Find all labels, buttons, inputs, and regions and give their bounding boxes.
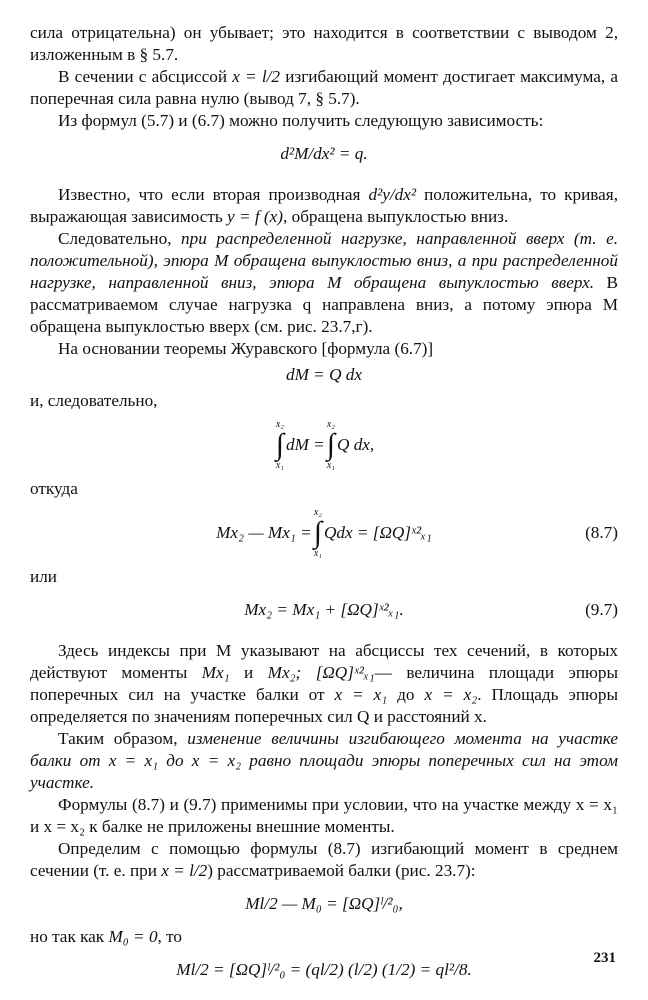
integral-3-lower: x₁ (313, 548, 322, 559)
page-number: 231 (593, 950, 616, 966)
integral-2-upper: x₂ (326, 419, 335, 430)
paragraph-4 (30, 184, 618, 228)
paragraph-13 (30, 838, 618, 882)
paragraph-10-to: до (397, 685, 415, 704)
equation-9-7-text: Mx₂ = Mx₁ + [ΩQ]ˣ²ₓ₁. (244, 600, 404, 619)
equation-9-7-number: (9.7) (585, 600, 618, 619)
integral-1-lower: x₁ (275, 460, 284, 471)
paragraph-14-text-a: но так как (30, 927, 105, 946)
paragraph-8 (30, 478, 618, 500)
paragraph-3-text: Из формул (5.7) и (6.7) можно получить следующую зависимость: (58, 111, 544, 130)
paragraph-5-italic: при распределенной нагрузке, направленной вверх (т. е. положительной), эпюра M обращена выпуклостью вниз, а при распределенной нагрузке, направленной вниз, эпюра M обращена выпуклостью вверх. (30, 229, 619, 292)
paragraph-5 (30, 228, 618, 338)
equation-8-7 (30, 504, 618, 562)
integral-2-lower: x₁ (326, 460, 335, 471)
inline-math-y-fx: y = f (x) (227, 207, 283, 226)
paragraph-10-text-c: . Площадь эпюры определяется по значениям поперечных сил Q и расстояний x. (30, 685, 619, 726)
inline-math-x-half: x = l/2 (232, 67, 280, 86)
paragraph-4-text-b: положительна, то кривая, выражающая зависимость (30, 185, 619, 226)
integral-sign-2: x₂ ∫ x₁ (326, 419, 335, 471)
paragraph-11-italic: изменение величины изгибающего момента на участке балки от x = x₁ до x = x₂ равно площади эпюры поперечных сил на этом участке. (30, 729, 618, 792)
paragraph-2-text-b: изгибающий момент достигает максимума, а поперечная сила равна нулю (вывод 7, § 5.7). (30, 67, 619, 108)
equation-integral (30, 416, 618, 474)
paragraph-3 (30, 110, 618, 132)
paragraph-11 (30, 728, 618, 794)
paragraph-5-text-a: Следовательно, (58, 229, 172, 248)
paragraph-11-text-a: Таким образом, (58, 729, 178, 748)
paragraph-10-text-b: — величина площади эпюры поперечных сил на участке балки от (30, 663, 619, 704)
integral-Qdx-text: Q dx, (337, 435, 375, 454)
integral-3-upper: x₂ (313, 507, 322, 518)
equation-8-7-lhs: Mx₂ — Mx₁ = (216, 523, 312, 542)
inline-math-Mx2: Mx₂; (267, 663, 302, 682)
paragraph-9-text: или (30, 567, 57, 586)
paragraph-13-text-a: Определим с помощью формулы (8.7) изгибающий момент в среднем сечении (т. е. при (30, 839, 618, 880)
paragraph-4-text-c: , обращена выпуклостью вниз. (283, 207, 509, 226)
paragraph-5-text-b: В рассматриваемом случае нагрузка q направлена вниз, а потому эпюра M обращена выпуклостью вверх (см. рис. 23.7,г). (30, 273, 618, 336)
equation-d2M (30, 136, 618, 172)
inline-math-M0-zero: M₀ = 0 (108, 927, 158, 946)
integral-sign-1: x₂ ∫ x₁ (275, 419, 284, 471)
equation-final-text: Ml/2 = [ΩQ]ˡ/²₀ = (ql/2) (l/2) (1/2) = ql²/8. (176, 960, 472, 979)
inline-math-omega: [ΩQ]ˣ²ₓ₁ (315, 663, 375, 682)
integral-dM-text: dM = (285, 435, 325, 454)
page-body (30, 22, 618, 992)
equation-8-7-rhs: Qdx = [ΩQ]ˣ²ₓ₁ (323, 523, 432, 542)
paragraph-14-text-b: , то (157, 927, 183, 946)
equation-d2M-text: d²M/dx² = q. (280, 144, 368, 163)
inline-math-x-half-2: x = l/2 (161, 861, 208, 880)
paragraph-2 (30, 66, 618, 110)
equation-mid-text: Ml/2 — M₀ = [ΩQ]ˡ/²₀, (245, 894, 403, 913)
equation-final (30, 952, 618, 988)
equation-9-7 (30, 592, 618, 628)
paragraph-6 (30, 338, 618, 360)
paragraph-6-text: На основании теоремы Журавского [формула (6.7)] (58, 339, 434, 358)
paragraph-12 (30, 794, 618, 838)
paragraph-9 (30, 566, 618, 588)
paragraph-4-text-a: Известно, что если вторая производная (58, 185, 361, 204)
paragraph-1 (30, 22, 618, 66)
inline-math-Mx1: Mx₁ (201, 663, 230, 682)
equation-mid (30, 886, 618, 922)
paragraph-12-text: Формулы (8.7) и (9.7) применимы при условии, что на участке между x = x₁ и x = x₂ к балке не приложены внешние моменты. (30, 795, 618, 836)
equation-dM-text: dM = Q dx (285, 365, 363, 384)
integral-sign-3: x₂ ∫ x₁ (313, 507, 322, 559)
paragraph-13-text-b: ) рассматриваемой балки (рис. 23.7): (207, 861, 476, 880)
integral-1-upper: x₂ (275, 419, 284, 430)
inline-math-x-eq-x1: x = x₁ (334, 685, 388, 704)
paragraph-14 (30, 926, 618, 948)
equation-8-7-number: (8.7) (585, 523, 618, 542)
equation-dM (30, 364, 618, 386)
paragraph-10-text-a: Здесь индексы при M указывают на абсциссы тех сечений, в которых действуют моменты (30, 641, 618, 682)
paragraph-2-text-a: В сечении с абсциссой (58, 67, 228, 86)
paragraph-7-text: и, следовательно, (30, 391, 158, 410)
paragraph-10-and: и (244, 663, 254, 682)
paragraph-7 (30, 390, 618, 412)
paragraph-8-text: откуда (30, 479, 78, 498)
inline-math-d2y: d²y/dx² (368, 185, 416, 204)
paragraph-1-text: сила отрицательна) он убывает; это находится в соответствии с выводом 2, изложенным в § 5.7. (30, 23, 618, 64)
paragraph-10 (30, 640, 618, 728)
inline-math-x-eq-x2: x = x₂ (424, 685, 478, 704)
